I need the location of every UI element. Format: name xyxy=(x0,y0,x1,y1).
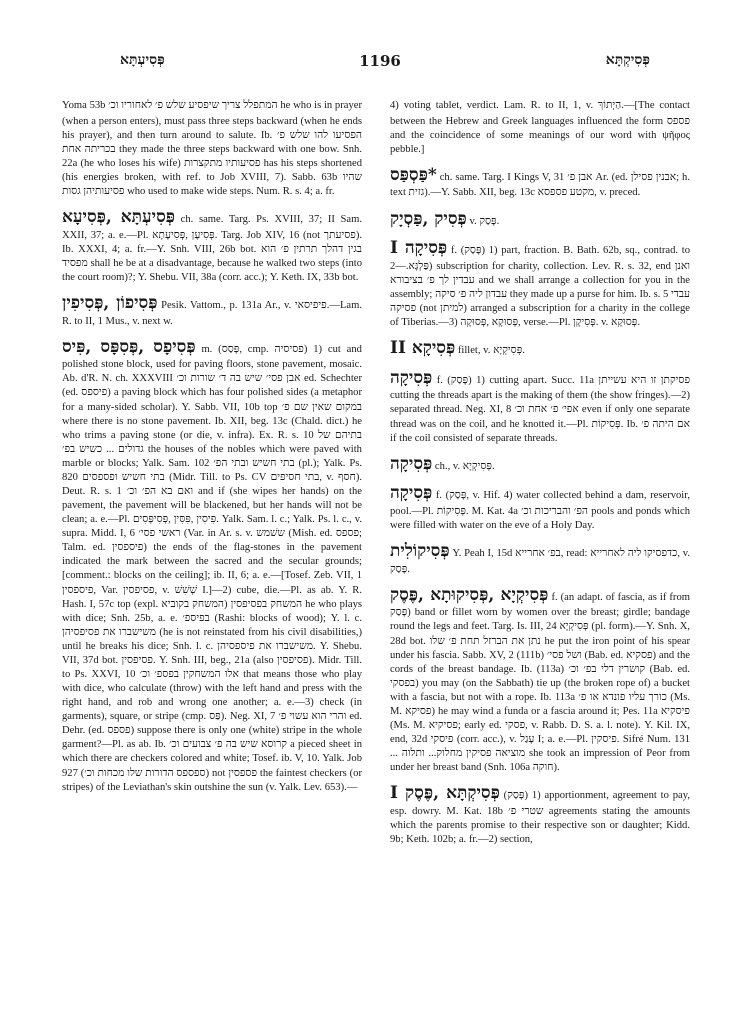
entry-text: Pesik. Vattom., p. 131a Ar., v. פיפיסאי.—Lam. R. to II, 1 Mus., v. next w. xyxy=(62,300,362,327)
dictionary-entry xyxy=(62,92,362,199)
headword: פְּסִיקָה I xyxy=(390,238,448,259)
dictionary-entry xyxy=(62,336,362,795)
entry-text: v. פָּסַק. xyxy=(469,215,500,227)
dictionary-entry xyxy=(390,337,690,360)
entry-text: f. (פָּסַק) 1) part, fraction. B. Bath. 62b, sq., contrad. to פַּלְגָּא.—2) subscription for charity, collection. Lev. R. s. 32, end ואנן עבדין לך פ׳ בציבורא and we shall arrange a collection for you in the assembly; עבדון ליה פ׳ סיקה they made up a purse for him. Ib. s. 5 עבדי פסיקה (not למיתן) arranged a subscription for a charity in the college of Tiberias.—3) פְּסוּקָא ,פְּסוּקָה, verse.—Pl. פְּסִיקָן. v. פְּסוּקָא. xyxy=(390,245,690,329)
entry-text: f. (פָּסַק, v. Hif. 4) water collected behind a dam, reservoir, pool.—Pl. פְּסִיקוֹת. M. Kat. 4a הפ׳ והבריכות וכ׳ pools and ponds which were filled with water on the eve of a Holy Day. xyxy=(390,490,690,531)
headword: פְּסִיקָה xyxy=(390,367,433,388)
entry-text: f. (an adapt. of fascia, as if from פָּסַק) band or fillet worn by women over the breast; girdle; bandage round the legs and feet. Targ. Is. III, 24 פְּסִיקְיָא (pl. form).—Y. Snh. X, 28d bot. נתן את הברזל תחת פ׳ שלו he put the iron point of his spear under his fascia. Sabb. XV, 2 (111b) ושל פסי׳ (Bab. ed. פסקיא) and the cords of the breast bandage. Ib. (113a) קושרין דלי בפ׳ וכ׳ (Bab. ed. בפסקי) you may (on the Sabbath) tie up (the broken rope of) a bucket with a fascia, but not with a rope. Ib. 113a כורך עליו פונדא או פ׳ (Ms. M. פסיקא) he may wind a funda or a fascia around it; Pes. 11a פיסקיא (Ms. M. פסיקיא; early ed. פסקי, v. Rabb. D. S. a. l. note). Y. Kil. IX, end, 32d פיסקי (corr. acc.), v. עָגַל I; a. e.—Pl. פיסקין. Sifré Num. 131 ... מוציאה פסיקין מחלוק... ותלוה she took an impression of Peor from under her breast band (Snh. 106a חוקה). xyxy=(390,591,690,774)
dictionary-entry xyxy=(390,237,690,330)
dictionary-entry xyxy=(390,208,690,231)
page-header xyxy=(70,52,690,74)
headword: פְּסִיקוֹלִית xyxy=(390,541,450,562)
entry-text: fillet, v. פְּסִיקְיָא. xyxy=(457,345,525,357)
dictionary-entry xyxy=(390,584,690,776)
headword: פְּסִיקָא II xyxy=(390,338,456,359)
headword: פְּסִיק ,פַּסְיָק xyxy=(390,208,467,229)
entry-text: Yoma 53b המתפלל צריך שיפסיע שלש פ׳ לאחוריו וכ׳ he who is in prayer (when a person enters), must pass three steps backward (when he ends his prayer), and then turn around to salute. Ib. הפסיעו להו שלש פ׳ בכריתה אחת they made the three steps backward with one bow. Snh. 22a (he who loses his wife) פסיעותיו מתקצרות has his steps shortened (his energies broken, with ref. to Job XVIII, 7). Sabb. 63b שהיו פסיעותיהן גסות who used to make wide steps. Num. R. s. 4; a. fr. xyxy=(62,100,362,197)
right-running-head: פְּסִיקְתָּא xyxy=(605,52,650,68)
entry-text: 4) voting tablet, verdict. Lam. R. to II, 1, v. הַיְתוֹךְ.—[The contact between the Hebrew and Greek languages influenced the form פספס and the coincidence of some meanings of our word with ψῆφος pebble.] xyxy=(390,100,690,155)
dictionary-entry xyxy=(390,367,690,446)
entry-text: ch., v. פְּסִיקְיָא. xyxy=(434,460,495,472)
dictionary-entry xyxy=(390,453,690,476)
entry-text: Y. Peah I, 15d בפ׳ אחרייא, read: כדפסיקו ליה לאחרייא, v. פָּסַק. xyxy=(390,548,690,575)
entry-text: ch. same. Targ. I Kings V, 31 אבן פ׳ Ar. (ed. אבנין פסילן; h. text גזית).—Y. Sabb. XII, beg. 13c מקטע פספסא, v. preced. xyxy=(390,171,690,199)
dictionary-entry xyxy=(390,482,690,533)
dictionary-entry xyxy=(390,540,690,577)
headword: פְּסִיקָה xyxy=(390,483,433,504)
page-number: 1196 xyxy=(359,52,401,70)
dictionary-entry xyxy=(390,164,690,201)
headword: פְּסִיקָה xyxy=(390,453,433,474)
entry-text: ch. same. Targ. Ps. XVIII, 37; II Sam. XXII, 37; a. e.—Pl. פְּסִיעָן ,פְּסִיעָתָא. Targ. Job XIV, 16 (not פסיעתך). Ib. XXXI, 4; a. fr.—Y. Snh. VIII, 26b bot. בגין דהלך תרתין פ׳ הוא מפסיד shall he be at a disadvantage, because he walked two steps (into the court room)?; Y. Shebu. VII, 38a (corr. acc.); Y. Keth. IX, 33b bot. xyxy=(62,214,362,283)
headword: פְּסִיפָס ,פְּסִפָּס ,פִּיס xyxy=(62,336,196,357)
left-column xyxy=(62,92,362,1002)
headword: פְּסִיעְתָּא ,פְּסִיעָא xyxy=(62,207,176,228)
entry-text: (פָּסַק) 1) apportionment, agreement to pay, esp. dowry. M. Kat. 18b שטרי פ׳ agreements stating the amounts which the parents promise to their respective son or daughter; Kidd. 9b; Keth. 102b; a. fr.—2) section, xyxy=(390,790,690,846)
dictionary-entry xyxy=(62,292,362,329)
right-column xyxy=(390,92,690,1002)
headword: פְּסִיקְיָא ,פְּסִיקוּתָא ,פֶּסֶק xyxy=(390,584,549,605)
headword: פְּסִיקְתָּא ,פֶּסֶק I xyxy=(390,783,500,804)
dictionary-entry xyxy=(62,206,362,285)
entry-text: m. (פָּסַס, cmp. פסיסיה) 1) cut and polished stone block, used for paving floors, stone pavement, mosaic. Ab. d'R. N. ch. XXXVIII אבן פסי׳ שיש בה ד׳ שורות וכ׳ ed. Schechter (ed. פיספס) a paving block which has four polished sides (a metaphor for a many-sided scholar). Y. Sabb. VII, 10b top במקום שאין שם פ׳ where there is no stone pavement. Ib. XII, beg. 13c (Chald. dict.) he who trims a paving stone (or die, v. infra). Ex. R. s. 10 בתיהם של גדולים ... כשיש בפ׳ the houses of the nobles which were paved with marble or blocks; Yalk. Sam. 102 בתי חשיש ובתי הפ׳ (pl.); Yalk. Ps. 820 בתי חשיש ופספסים (Midr. Till. to Ps. CV בתי חסיפים, v. חסף). Deut. R. s. 1 ואם בא הפ׳ וכ׳ and if (she wipes her hands) on the pavement, the pavement will be blackened, but her hands will not be clean; a. e.—Pl. פִּיסִין ,פִּסִּין ,פְּסִיפְּסִים. Yalk. Sam. l. c.; Yalk. Ps. l. c., v. supra. Midd. I, 6 ראשי פסי׳ (Var. in Ar. s. v. ששׁמש (Mish. ed. פספס; Talm. ed. פיספסין) the ends of the flag-stones in the pavement indicated the mark between the sacred and the secular grounds; [comment.: blocks on the ceiling]; ib. II, 6; a. e.—[Tosef. Zeb. VII, 1 פיספסין, Var. פסיפסין, v. שְׁשִׁשׁ I.]—2) cube, die.—Pl. as ab. Y. R. Hash. I, 57c top (expl. המשחק בקוביא) המשחק בפסיפסין he who plays with dice; Snh. 25b, a. e. בפיספ׳ (Rashi: blocks of wood); Y. l. c. משישברו את פסיפסיהן (he is not reinstated from his civil disabilities,) until he breaks his dice; Snh. l. c. משישברו את פיספסיהן. Y. Shebu. VII, 37d bot. פסיפסין. Y. Snh. III, beg., 21a (also פסיפסין). Midr. Till. to Ps. XXVI, 10 אלו המשחקין בפספ׳ וכ׳ that means those who play with dice, who calculate (throw) with the left hand and press with the right hand, and rob and wrong one another; a. e.—3) check (in garments), square, or stripe (cmp. פַּס). Neg. XI, 7 והרי הוא עשוי פ׳ ed. Dehr. (ed. פספס) suppose there is only one (white) stripe in the whole garment?—Pl. as ab. Ib. קרוסא שיש בה פ׳ צבועים וכ׳ a pieced sheet in which there are checkers colored and white; Tosef. ib. V, 10. Yalk. Job 927 (ספספס הדורות שלו מכחות וכ׳) not פספסין the faintest checkers (or stripes) of the Leviathan's skin outshine the sun (v. Yalk. Lev. 653).— xyxy=(62,343,362,793)
dictionary-entry xyxy=(390,92,690,157)
headword: *פַּסְפַּס xyxy=(390,164,437,185)
left-running-head: פְּסִיעְתָּא xyxy=(120,52,165,68)
headword: פְּסִיפוֹן ,פְּסִיפִין xyxy=(62,293,158,313)
entry-text: f. (פָּסַק) 1) cutting apart. Succ. 11a פסיקתן זו היא עשייתן cutting the threads apart is the making of them (the show fringes).—2) separated thread. Neg. XI, 8 אפי׳ פ׳ אחת וכ׳ even if only one separate thread was on the coil, and he knotted it.—Pl. פְּסִיקוֹת. Ib. אם היתה פ׳ if the coil consisted of separate threads. xyxy=(390,374,690,444)
dictionary-entry xyxy=(390,782,690,847)
